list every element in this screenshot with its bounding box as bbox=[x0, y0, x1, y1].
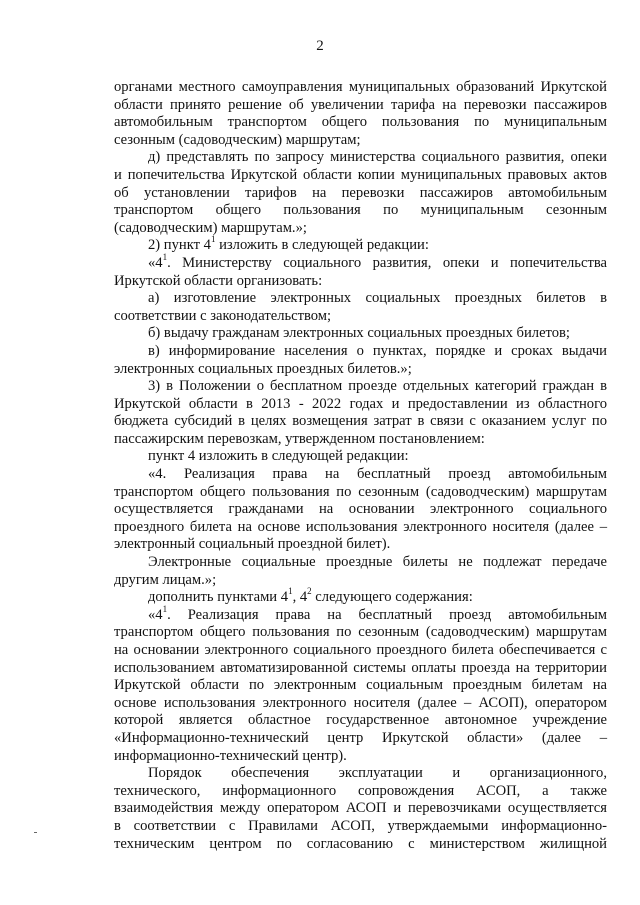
superscript: 2 bbox=[307, 586, 312, 597]
text-run: сезонным (садоводческим) маршрутам; bbox=[114, 131, 361, 148]
text-run: Иркутской области по электронным социальным проездным билетам на bbox=[114, 677, 607, 694]
superscript: 1 bbox=[162, 252, 168, 263]
text-run: , 4 bbox=[292, 589, 308, 606]
text-line bbox=[114, 413, 607, 431]
text-run: следующего содержания: bbox=[311, 589, 473, 606]
text-run: 3) в Положении о бесплатном проезде отдельных категорий граждан в bbox=[148, 378, 607, 395]
text-run: осуществляется гражданами на основании электронного социального bbox=[114, 501, 607, 518]
text-line bbox=[114, 712, 607, 730]
text-line bbox=[114, 765, 607, 783]
text-run: 2) пункт 4 bbox=[148, 237, 211, 254]
superscript: 1 bbox=[210, 234, 216, 245]
text-run: автомобильным транспортом общего пользования по муниципальным bbox=[114, 114, 607, 131]
text-run: в) информирование населения о пунктах, порядке и сроках выдачи bbox=[148, 342, 607, 359]
text-run: соответствии с законодательством; bbox=[114, 307, 332, 324]
text-line bbox=[114, 484, 607, 502]
text-line bbox=[114, 695, 607, 713]
text-run: технического, информационного сопровождения АСОП, а также bbox=[114, 782, 607, 799]
text-line bbox=[114, 114, 607, 132]
text-run: «Информационно-технический центр Иркутской области» (далее – bbox=[114, 729, 607, 746]
text-run: д) представлять по запросу министерства социального развития, опеки bbox=[148, 149, 607, 166]
text-run: и попечительства Иркутской области копии муниципальных правовых актов bbox=[114, 166, 607, 183]
text-line bbox=[114, 202, 607, 220]
text-run: области принято решение об увеличении тарифа на перевозки пассажиров bbox=[114, 96, 607, 113]
text-run: транспортом общего пользования по сезонным (садоводческим) маршрутам bbox=[114, 624, 607, 641]
text-line bbox=[114, 448, 607, 466]
text-run: Иркутской области в 2013 - 2022 годах и предоставлении из областного bbox=[114, 395, 607, 412]
text-line bbox=[114, 572, 607, 590]
text-run: б) выдачу гражданам электронных социальных проездных билетов; bbox=[148, 325, 570, 342]
text-run: дополнить пунктами 4 bbox=[148, 589, 289, 606]
superscript: 1 bbox=[288, 586, 293, 597]
text-line bbox=[114, 818, 607, 836]
text-line bbox=[114, 586, 607, 607]
superscript: 1 bbox=[162, 603, 168, 614]
text-run: транспортом общего пользования по сезонным (садоводческим) маршрутам bbox=[114, 483, 607, 500]
text-line bbox=[114, 79, 607, 97]
text-run: которой является областное государственное автономное учреждение bbox=[114, 712, 607, 729]
text-line bbox=[114, 167, 607, 185]
text-line bbox=[114, 603, 607, 625]
text-line bbox=[114, 748, 607, 766]
text-line bbox=[114, 273, 607, 291]
text-line bbox=[114, 149, 607, 167]
text-run: другим лицам.»; bbox=[114, 571, 217, 588]
text-line bbox=[114, 642, 607, 660]
text-line bbox=[114, 185, 607, 203]
text-run: техническим центром по согласованию с министерством жилищной bbox=[114, 835, 607, 852]
text-run: «4 bbox=[148, 254, 163, 271]
text-line bbox=[114, 677, 607, 695]
text-run: «4. Реализация права на бесплатный проезд автомобильным bbox=[148, 466, 607, 483]
text-line bbox=[114, 431, 607, 449]
text-run: взаимодействия между оператором АСОП и перевозчиками осуществляется bbox=[114, 800, 607, 817]
scan-mark bbox=[34, 832, 37, 833]
text-run: . Министерству социального развития, опеки и попечительства bbox=[167, 254, 607, 271]
text-run: в соответствии с Правилами АСОП, утверждаемыми информационно- bbox=[114, 817, 607, 834]
text-line bbox=[114, 836, 607, 854]
text-run: бюджета субсидий в целях возмещения затрат в связи с оказанием услуг по bbox=[114, 413, 607, 430]
text-line bbox=[114, 466, 607, 484]
text-run: «4 bbox=[148, 606, 163, 623]
text-run: Порядок обеспечения эксплуатации и организационного, bbox=[148, 765, 607, 782]
text-line bbox=[114, 554, 607, 572]
text-line bbox=[114, 290, 607, 308]
text-line bbox=[114, 325, 607, 343]
page-number: 2 bbox=[316, 38, 324, 54]
text-run: изложить в следующей редакции: bbox=[215, 237, 429, 254]
text-run: Электронные социальные проездные билеты не подлежат передаче bbox=[148, 554, 607, 571]
text-run: проездного билета на основе использования электронного носителя (далее – bbox=[114, 518, 607, 535]
text-run: на основании электронного социального проездного билета обеспечивается с bbox=[114, 642, 607, 658]
text-line bbox=[114, 624, 607, 642]
text-line bbox=[114, 660, 607, 678]
text-run: а) изготовление электронных социальных проездных билетов в bbox=[148, 290, 607, 307]
text-line bbox=[114, 536, 607, 554]
text-run: пункт 4 изложить в следующей редакции: bbox=[148, 448, 409, 465]
text-run: транспортом общего пользования по муниципальным сезонным bbox=[114, 202, 607, 219]
text-line bbox=[114, 783, 607, 801]
text-line bbox=[114, 519, 607, 537]
text-run: . Реализация права на бесплатный проезд автомобильным bbox=[167, 606, 607, 623]
text-line bbox=[114, 343, 607, 361]
text-line bbox=[114, 501, 607, 519]
text-run: использованием автоматизированной системы оплаты проезда на территории bbox=[114, 659, 607, 676]
text-line bbox=[114, 800, 607, 818]
text-line bbox=[114, 308, 607, 326]
text-line bbox=[114, 396, 607, 414]
text-run: электронных социальных проездных билетов.»; bbox=[114, 360, 412, 377]
text-line bbox=[114, 97, 607, 115]
text-line bbox=[114, 234, 607, 255]
text-run: основе использования электронного носителя (далее – АСОП), оператором bbox=[114, 694, 607, 711]
text-run: Иркутской области организовать: bbox=[114, 272, 323, 289]
text-run: (садоводческим) маршрутам.»; bbox=[114, 219, 307, 236]
text-run: органами местного самоуправления муниципальных образований Иркутской bbox=[114, 79, 607, 95]
text-run: об установлении тарифов на перевозки пассажиров автомобильным bbox=[114, 184, 607, 201]
text-line bbox=[114, 730, 607, 748]
text-run: информационно-технический центр). bbox=[114, 747, 347, 764]
text-run: пассажирским перевозкам, утвержденном постановлением: bbox=[114, 430, 485, 447]
text-line bbox=[114, 252, 607, 273]
text-run: электронный социальный проездной билет). bbox=[114, 536, 391, 553]
text-line bbox=[114, 361, 607, 379]
text-line bbox=[114, 132, 607, 150]
text-line bbox=[114, 220, 607, 238]
text-line bbox=[114, 378, 607, 396]
document-body bbox=[114, 79, 607, 853]
